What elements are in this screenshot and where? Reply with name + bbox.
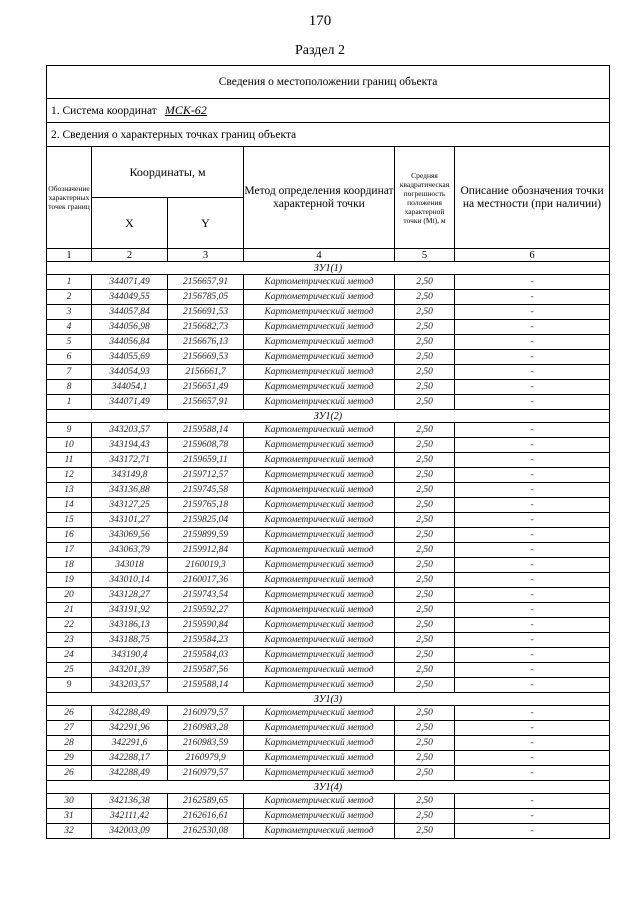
cell-method: Картометрический метод — [244, 648, 395, 663]
cell-point-id: 13 — [47, 483, 92, 498]
cell-coord-x: 344054,93 — [92, 365, 168, 380]
cell-coord-x: 344054,1 — [92, 380, 168, 395]
cell-coord-y: 2159608,78 — [168, 438, 244, 453]
cell-point-id: 2 — [47, 290, 92, 305]
cell-point-id: 26 — [47, 706, 92, 721]
cell-coord-y: 2156661,7 — [168, 365, 244, 380]
table-row — [47, 498, 610, 513]
cell-coord-x: 343194,43 — [92, 438, 168, 453]
cell-coord-y: 2156785,05 — [168, 290, 244, 305]
cell-point-id: 14 — [47, 498, 92, 513]
cell-coord-y: 2156682,73 — [168, 320, 244, 335]
cell-description: - — [455, 275, 610, 290]
cell-method: Картометрический метод — [244, 736, 395, 751]
cell-method: Картометрический метод — [244, 335, 395, 350]
cell-error: 2,50 — [395, 335, 455, 350]
cell-coord-x: 342288,49 — [92, 706, 168, 721]
header-method: Метод определения координат характерной точки — [244, 147, 395, 249]
cell-description: - — [455, 320, 610, 335]
group-row — [47, 262, 610, 275]
cell-error: 2,50 — [395, 498, 455, 513]
cell-coord-x: 344071,49 — [92, 395, 168, 410]
cell-coord-y: 2159825,04 — [168, 513, 244, 528]
cell-coord-y: 2159590,84 — [168, 618, 244, 633]
table-row — [47, 365, 610, 380]
cell-description: - — [455, 766, 610, 781]
cell-point-id: 9 — [47, 423, 92, 438]
coord-system-value: МСК-62 — [164, 103, 207, 117]
cell-method: Картометрический метод — [244, 498, 395, 513]
group-name: ЗУ1(3) — [47, 693, 610, 706]
table-row — [47, 350, 610, 365]
cell-description: - — [455, 395, 610, 410]
cell-coord-x: 342288,17 — [92, 751, 168, 766]
cell-coord-x: 342288,49 — [92, 766, 168, 781]
table-row — [47, 736, 610, 751]
cell-point-id: 1 — [47, 275, 92, 290]
column-number: 2 — [92, 249, 168, 262]
page-number: 170 — [308, 13, 332, 29]
cell-description: - — [455, 588, 610, 603]
cell-coord-x: 343127,25 — [92, 498, 168, 513]
table-row — [47, 453, 610, 468]
cell-point-id: 18 — [47, 558, 92, 573]
cell-method: Картометрический метод — [244, 633, 395, 648]
cell-method: Картометрический метод — [244, 824, 395, 839]
cell-method: Картометрический метод — [244, 588, 395, 603]
cell-coord-y: 2159588,14 — [168, 423, 244, 438]
cell-method: Картометрический метод — [244, 809, 395, 824]
cell-coord-x: 342111,42 — [92, 809, 168, 824]
table-row — [47, 558, 610, 573]
cell-description: - — [455, 423, 610, 438]
header-x: X — [92, 198, 168, 249]
cell-coord-y: 2159659,11 — [168, 453, 244, 468]
cell-coord-y: 2162589,65 — [168, 794, 244, 809]
cell-coord-y: 2162530,08 — [168, 824, 244, 839]
cell-coord-x: 342003,09 — [92, 824, 168, 839]
cell-description: - — [455, 528, 610, 543]
cell-point-id: 5 — [47, 335, 92, 350]
header-description: Описание обозначения точки на местности (при наличии) — [455, 147, 610, 249]
table-row — [47, 588, 610, 603]
cell-error: 2,50 — [395, 558, 455, 573]
cell-point-id: 25 — [47, 663, 92, 678]
group-row — [47, 781, 610, 794]
cell-error: 2,50 — [395, 483, 455, 498]
cell-description: - — [455, 468, 610, 483]
cell-point-id: 6 — [47, 350, 92, 365]
cell-description: - — [455, 380, 610, 395]
cell-description: - — [455, 706, 610, 721]
group-row — [47, 410, 610, 423]
cell-method: Картометрический метод — [244, 573, 395, 588]
cell-point-id: 10 — [47, 438, 92, 453]
cell-coord-y: 2159592,27 — [168, 603, 244, 618]
table-row — [47, 603, 610, 618]
cell-error: 2,50 — [395, 350, 455, 365]
header-error: Средняя квадратическая погрешность положения характерной точки (Mt), м — [395, 147, 455, 249]
cell-coord-y: 2156676,13 — [168, 335, 244, 350]
cell-coord-y: 2159765,18 — [168, 498, 244, 513]
cell-coord-y: 2159712,57 — [168, 468, 244, 483]
cell-point-id: 27 — [47, 721, 92, 736]
cell-error: 2,50 — [395, 543, 455, 558]
table-row — [47, 380, 610, 395]
cell-coord-y: 2156651,49 — [168, 380, 244, 395]
cell-error: 2,50 — [395, 468, 455, 483]
cell-coord-y: 2160983,28 — [168, 721, 244, 736]
group-row — [47, 693, 610, 706]
cell-coord-y: 2156657,91 — [168, 275, 244, 290]
cell-point-id: 16 — [47, 528, 92, 543]
table-row — [47, 809, 610, 824]
cell-error: 2,50 — [395, 794, 455, 809]
cell-description: - — [455, 618, 610, 633]
cell-description: - — [455, 678, 610, 693]
cell-method: Картометрический метод — [244, 275, 395, 290]
cell-coord-x: 344049,55 — [92, 290, 168, 305]
cell-method: Картометрический метод — [244, 513, 395, 528]
cell-error: 2,50 — [395, 588, 455, 603]
cell-method: Картометрический метод — [244, 453, 395, 468]
cell-method: Картометрический метод — [244, 751, 395, 766]
cell-coord-x: 343069,56 — [92, 528, 168, 543]
cell-error: 2,50 — [395, 320, 455, 335]
cell-coord-y: 2159899,59 — [168, 528, 244, 543]
cell-coord-y: 2159912,84 — [168, 543, 244, 558]
cell-description: - — [455, 335, 610, 350]
table-row — [47, 678, 610, 693]
cell-point-id: 4 — [47, 320, 92, 335]
cell-coord-x: 343190,4 — [92, 648, 168, 663]
cell-point-id: 12 — [47, 468, 92, 483]
cell-point-id: 9 — [47, 678, 92, 693]
cell-description: - — [455, 453, 610, 468]
cell-point-id: 22 — [47, 618, 92, 633]
cell-error: 2,50 — [395, 766, 455, 781]
column-number: 5 — [395, 249, 455, 262]
header-point-id: Обозначение характерных точек границ — [47, 147, 92, 249]
cell-coord-x: 344057,84 — [92, 305, 168, 320]
cell-description: - — [455, 350, 610, 365]
cell-description: - — [455, 483, 610, 498]
cell-description: - — [455, 290, 610, 305]
cell-point-id: 15 — [47, 513, 92, 528]
cell-point-id: 31 — [47, 809, 92, 824]
cell-coord-x: 343018 — [92, 558, 168, 573]
cell-coord-y: 2156669,53 — [168, 350, 244, 365]
cell-description: - — [455, 824, 610, 839]
cell-error: 2,50 — [395, 751, 455, 766]
cell-method: Картометрический метод — [244, 721, 395, 736]
cell-error: 2,50 — [395, 290, 455, 305]
cell-coord-y: 2160979,9 — [168, 751, 244, 766]
cell-error: 2,50 — [395, 663, 455, 678]
cell-coord-x: 343201,39 — [92, 663, 168, 678]
cell-point-id: 17 — [47, 543, 92, 558]
cell-description: - — [455, 365, 610, 380]
cell-coord-x: 343149,8 — [92, 468, 168, 483]
cell-description: - — [455, 721, 610, 736]
cell-error: 2,50 — [395, 438, 455, 453]
cell-coord-x: 342291,6 — [92, 736, 168, 751]
column-number: 6 — [455, 249, 610, 262]
cell-coord-y: 2160017,36 — [168, 573, 244, 588]
coord-system-label: 1. Система координат — [51, 105, 157, 117]
cell-error: 2,50 — [395, 275, 455, 290]
cell-error: 2,50 — [395, 618, 455, 633]
column-number: 4 — [244, 249, 395, 262]
cell-method: Картометрический метод — [244, 380, 395, 395]
cell-error: 2,50 — [395, 706, 455, 721]
cell-coord-x: 343101,27 — [92, 513, 168, 528]
cell-method: Картометрический метод — [244, 290, 395, 305]
cell-error: 2,50 — [395, 721, 455, 736]
cell-method: Картометрический метод — [244, 678, 395, 693]
group-name: ЗУ1(2) — [47, 410, 610, 423]
cell-error: 2,50 — [395, 528, 455, 543]
cell-point-id: 24 — [47, 648, 92, 663]
table-row — [47, 648, 610, 663]
cell-method: Картометрический метод — [244, 543, 395, 558]
cell-description: - — [455, 543, 610, 558]
cell-description: - — [455, 751, 610, 766]
table-row — [47, 618, 610, 633]
cell-description: - — [455, 305, 610, 320]
cell-coord-x: 342291,96 — [92, 721, 168, 736]
cell-point-id: 20 — [47, 588, 92, 603]
cell-error: 2,50 — [395, 453, 455, 468]
cell-coord-x: 343063,79 — [92, 543, 168, 558]
table-row — [47, 468, 610, 483]
cell-method: Картометрический метод — [244, 706, 395, 721]
table-row — [47, 543, 610, 558]
cell-point-id: 26 — [47, 766, 92, 781]
table-row — [47, 335, 610, 350]
cell-coord-y: 2160983,59 — [168, 736, 244, 751]
cell-error: 2,50 — [395, 380, 455, 395]
cell-description: - — [455, 794, 610, 809]
table-row — [47, 824, 610, 839]
cell-description: - — [455, 513, 610, 528]
cell-coord-y: 2159588,14 — [168, 678, 244, 693]
cell-point-id: 3 — [47, 305, 92, 320]
cell-method: Картометрический метод — [244, 350, 395, 365]
table-row — [47, 423, 610, 438]
column-number: 1 — [47, 249, 92, 262]
section-title: Раздел 2 — [294, 43, 346, 58]
cell-method: Картометрический метод — [244, 320, 395, 335]
cell-coord-x: 342136,38 — [92, 794, 168, 809]
cell-description: - — [455, 498, 610, 513]
cell-description: - — [455, 438, 610, 453]
cell-point-id: 19 — [47, 573, 92, 588]
table-row — [47, 275, 610, 290]
cell-point-id: 32 — [47, 824, 92, 839]
cell-method: Картометрический метод — [244, 528, 395, 543]
header-coordinates: Координаты, м — [92, 147, 244, 198]
cell-error: 2,50 — [395, 678, 455, 693]
table-row — [47, 633, 610, 648]
cell-coord-x: 343191,92 — [92, 603, 168, 618]
cell-description: - — [455, 558, 610, 573]
points-label: 2. Сведения о характерных точках границ объекта — [47, 123, 610, 147]
cell-method: Картометрический метод — [244, 558, 395, 573]
cell-coord-x: 344071,49 — [92, 275, 168, 290]
cell-description: - — [455, 809, 610, 824]
group-name: ЗУ1(4) — [47, 781, 610, 794]
table-row — [47, 483, 610, 498]
cell-point-id: 28 — [47, 736, 92, 751]
cell-coord-x: 343203,57 — [92, 423, 168, 438]
table-row — [47, 528, 610, 543]
table-row — [47, 305, 610, 320]
coord-system-row — [47, 99, 610, 123]
cell-method: Картометрический метод — [244, 766, 395, 781]
cell-method: Картометрический метод — [244, 365, 395, 380]
table-row — [47, 751, 610, 766]
table-row — [47, 290, 610, 305]
cell-point-id: 11 — [47, 453, 92, 468]
cell-error: 2,50 — [395, 365, 455, 380]
cell-description: - — [455, 648, 610, 663]
cell-method: Картометрический метод — [244, 794, 395, 809]
cell-description: - — [455, 736, 610, 751]
table-row — [47, 320, 610, 335]
cell-method: Картометрический метод — [244, 663, 395, 678]
table-row — [47, 395, 610, 410]
cell-method: Картометрический метод — [244, 483, 395, 498]
cell-point-id: 7 — [47, 365, 92, 380]
column-numbers-row — [47, 249, 610, 262]
cell-description: - — [455, 663, 610, 678]
cell-description: - — [455, 603, 610, 618]
cell-method: Картометрический метод — [244, 305, 395, 320]
group-name: ЗУ1(1) — [47, 262, 610, 275]
cell-error: 2,50 — [395, 603, 455, 618]
cell-coord-y: 2156691,53 — [168, 305, 244, 320]
cell-coord-y: 2159587,56 — [168, 663, 244, 678]
header-y: Y — [168, 198, 244, 249]
cell-error: 2,50 — [395, 305, 455, 320]
cell-coord-y: 2159745,58 — [168, 483, 244, 498]
cell-point-id: 8 — [47, 380, 92, 395]
table-title: Сведения о местоположении границ объекта — [47, 66, 610, 99]
cell-method: Картометрический метод — [244, 603, 395, 618]
table-row — [47, 706, 610, 721]
table-row — [47, 438, 610, 453]
cell-point-id: 29 — [47, 751, 92, 766]
cell-error: 2,50 — [395, 824, 455, 839]
cell-point-id: 30 — [47, 794, 92, 809]
boundary-table — [46, 65, 610, 839]
cell-description: - — [455, 573, 610, 588]
cell-method: Картометрический метод — [244, 618, 395, 633]
table-row — [47, 513, 610, 528]
cell-method: Картометрический метод — [244, 423, 395, 438]
table-row — [47, 573, 610, 588]
cell-coord-y: 2156657,91 — [168, 395, 244, 410]
cell-coord-x: 343010,14 — [92, 573, 168, 588]
cell-coord-x: 344055,69 — [92, 350, 168, 365]
cell-coord-x: 343136,88 — [92, 483, 168, 498]
cell-coord-y: 2160019,3 — [168, 558, 244, 573]
cell-coord-x: 344056,98 — [92, 320, 168, 335]
cell-coord-x: 344056,84 — [92, 335, 168, 350]
column-number: 3 — [168, 249, 244, 262]
table-row — [47, 794, 610, 809]
cell-error: 2,50 — [395, 573, 455, 588]
cell-method: Картометрический метод — [244, 395, 395, 410]
cell-coord-y: 2160979,57 — [168, 706, 244, 721]
cell-point-id: 21 — [47, 603, 92, 618]
cell-method: Картометрический метод — [244, 438, 395, 453]
cell-coord-x: 343203,57 — [92, 678, 168, 693]
table-row — [47, 663, 610, 678]
cell-method: Картометрический метод — [244, 468, 395, 483]
cell-error: 2,50 — [395, 395, 455, 410]
cell-error: 2,50 — [395, 423, 455, 438]
cell-coord-y: 2159584,23 — [168, 633, 244, 648]
cell-coord-x: 343172,71 — [92, 453, 168, 468]
cell-coord-y: 2159743,54 — [168, 588, 244, 603]
table-row — [47, 721, 610, 736]
cell-coord-y: 2160979,57 — [168, 766, 244, 781]
cell-error: 2,50 — [395, 513, 455, 528]
cell-point-id: 1 — [47, 395, 92, 410]
cell-coord-x: 343188,75 — [92, 633, 168, 648]
cell-coord-y: 2162616,61 — [168, 809, 244, 824]
cell-error: 2,50 — [395, 809, 455, 824]
cell-error: 2,50 — [395, 736, 455, 751]
cell-coord-x: 343186,13 — [92, 618, 168, 633]
cell-description: - — [455, 633, 610, 648]
cell-error: 2,50 — [395, 648, 455, 663]
cell-coord-x: 343128,27 — [92, 588, 168, 603]
cell-error: 2,50 — [395, 633, 455, 648]
cell-coord-y: 2159584,03 — [168, 648, 244, 663]
cell-point-id: 23 — [47, 633, 92, 648]
table-row — [47, 766, 610, 781]
